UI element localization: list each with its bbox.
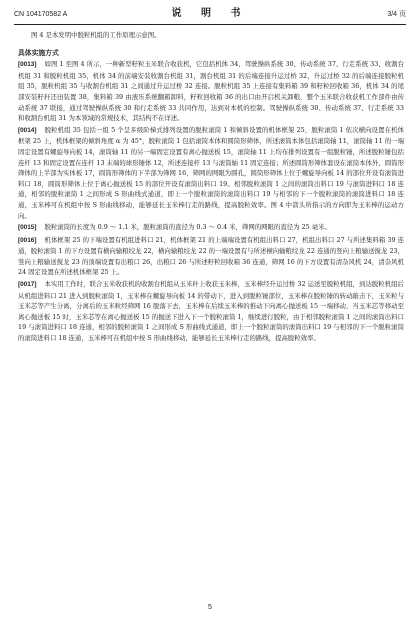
paragraph-text: 脱粒机组 35 包括一组 5 个呈多级阶梯式排列设置的脱粒滚筒 1 和倾斜设置的机体框架 25，脱粒滚筒 1 依次横向设置在机体框架 25 上，机体框架的倾斜角度 α 为 45°，脱粒滚筒 1 包括滚筒本体和圆筒形筛体，所述滚筒本体包括滚筒轴 11，滚筒轴 11 的一端固定设置有螺旋导向板 14，滚筒轴 11 的另一端固定设置有离心抛送板 15，滚筒轴 11 上均布排列设置有一组脱粒锤，所述脱粒锤包括连杆 13 和固定设置在连杆 13 末端的球形锤体 12，所述连接杆 13 与滚筒轴 11 固定连接；所述圆筒形筛体套设在滚筒本体外，圆筒形筛体的上半部为实体板 17，圆筒形筛体的下半部为筛网 16，筛网的网眼为圆孔，圆筒形筛体上位于螺旋导向板 14 的部位开设有滚筒进料口 18，圆筒形筛体上位于离心抛送板 15 的部位开设有滚筒出料口 19。相邻脱粒滚筒 1 之间的滚筒出料口 19 与滚筒进料口 18 连通，相邻的脱粒滚筒 1 之间形成 S 形曲线式通道，即上一个脱粒滚筒的滚筒出料口 19 与相邻的下一个脱粒滚筒的滚筒进料口 18 连通，玉米棒可在机组中按 S 形曲线移动，能够延长玉米棒行走的路线，提高脱粒效率。图 4 中箭头所指示的方向即为玉米棒的运动方向。 — [18, 125, 404, 220]
paragraph-number: [0015] — [18, 224, 37, 232]
paragraph-number: [0016] — [18, 236, 37, 244]
paragraph-0015 — [18, 222, 404, 234]
page-footer — [0, 604, 420, 611]
paragraph-text: 本实用工作时，联合玉米收获机的收割台机组从玉米秆上收获玉米棒，玉米棒经升运过桥 32 运送至脱粒机组，到达脱粒机组后从机组进料口 21 进入到脱粒滚筒 1，玉米棒在螺旋导向板 14 的带动下，进入到脱粒锤部位，玉米棒在脱粒锤的转动敲击下，玉米粒与玉米芯等产生分离，分离后的玉米粒经筛网 16 脱落下去，玉米棒在后续玉米棒的推动下向离心抛送板 15 一端移动，当玉米芯等移动至离心抛送板 15 时，玉米芯等在离心抛送板 15 的抛送下进入下一个脱粒滚筒 1，继续进行脱粒，由于相邻脱粒滚筒 1 之间的滚筒出料口 19 与滚筒进料口 18 连通，相邻的脱粒滚筒 1 之间形成 S 形曲线式通道，即上一个脱粒滚筒的滚筒出料口 19 与相邻的下一个脱粒滚筒的滚筒进料口 18 连通，玉米棒可在机组中按 S 形曲线移动，能够延长玉米棒行走的路线，提高脱粒效率。 — [18, 280, 404, 343]
figure-description: 图 4 是本发明中脱粒机组的工作原理示意图。 — [31, 31, 161, 39]
paragraph-text: 脱粒滚筒的长度为 0.9 ～ 1.1 米，脱粒滚筒的直径为 0.3 ～ 0.4 米，筛网的网眼的直径为 25 毫米。 — [44, 223, 331, 232]
paragraph-number: [0013] — [18, 61, 37, 69]
paragraph-number: [0014] — [18, 126, 37, 134]
paragraph-text: 如图 1 至图 4 所示，一种新型籽粒玉米联合收获机，它包括机体 34、驾驶操纵系统 30、传动系统 37、行走系统 33、收割台机组 31 和脱粒机组 35，机体 34 的前端安装收割台机组 31，割台机组 31 的后端连接升运过桥 32，升运过桥 32 的后端连接脱粒机组 35，脱粒机组 35 与收割台机组 31 之间通过升运过桥 32 连接。脱粒机组 35 上连接有集料箱 39 和籽粒回收箱 36，机体 34 的尾部安装籽秆还田装置 38，集料箱 39 由液压系统翻箱卸料，籽粒回收箱 36 的出口由开启机关卸粮，整个玉米联合收获机工作部件由传动系统 37 联接，通过驾驶操纵系统 30 和行走系统 33 共同作用，达到对本机的控制。驾驶操纵系统 30、传动系统 37、行走系统 33 和收割台机组 31 为本领域的常规技术，其结构不在详述。 — [18, 60, 404, 123]
page-header — [14, 8, 406, 22]
paragraph-text: 机体框架 25 的下端设置有机组进料口 21，机体框架 21 的上端端设置有机组出料口 27，机组出料口 27 与所述集料箱 39 连通，脱粒滚筒 1 的下方设置有横向输粮绞龙 22，横向输粮绞龙 22 的一端设置有与所述横向输粮绞龙 22 连通的竖向上粮输送搅龙 23，竖向上粮输送搅龙 23 的顶端设置有出粮口 26，出粮口 26 与所述籽粒回收箱 36 连通，筛网 16 的下方设置有清杂风机 24，清杂风机 24 固定设置在所述机体框架 25 上。 — [18, 235, 404, 277]
paragraph-0014 — [18, 125, 404, 221]
document-title: 说 明 书 — [171, 8, 249, 19]
page-indicator: 3/4 页 — [387, 11, 406, 18]
document-body — [18, 30, 404, 344]
paragraph-0017 — [18, 279, 404, 344]
header-rule — [14, 24, 406, 25]
section-heading: 具体实施方式 — [18, 48, 59, 57]
paragraph-0013 — [18, 59, 404, 124]
page-number: 5 — [208, 604, 212, 611]
document-number: CN 104170582 A — [14, 11, 68, 18]
paragraph-number: [0017] — [18, 281, 37, 289]
paragraph-0016 — [18, 235, 404, 278]
